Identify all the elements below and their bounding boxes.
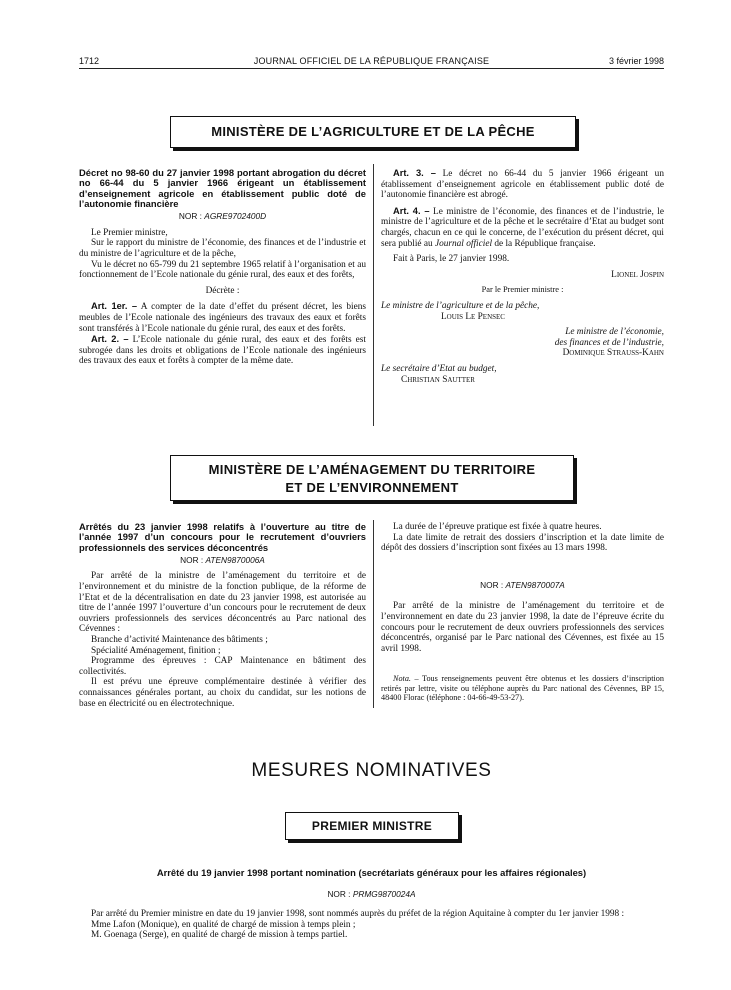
ministry-box-environment (170, 455, 574, 501)
ministry-title: PREMIER MINISTRE (311, 819, 433, 833)
arretes-title: Arrêtés du 23 janvier 1998 relatifs à l’ouverture au titre de l’année 1997 d’un concours pour le recrutement d’ouvriers professionnels des services déconcentrés (79, 521, 366, 553)
nor-code: ATEN9870007A (505, 579, 565, 590)
ministry-title-line2: ET DE L’ENVIRONNEMENT (285, 480, 459, 495)
nor-code: ATEN9870006A (205, 554, 265, 565)
journal-title: JOURNAL OFFICIEL DE LA RÉPUBLIQUE FRANÇAISE (253, 56, 490, 66)
journal-officiel-ref: Journal officiel (434, 238, 493, 249)
nota (381, 674, 664, 702)
paragraph: Le Premier ministre, (91, 227, 168, 238)
mesures-nominatives-heading: MESURES NOMINATIVES (251, 760, 492, 781)
nor-label: NOR : (480, 579, 504, 590)
signer-name-budget: Christian Sautter (401, 374, 475, 385)
paragraph: Par arrêté du Premier ministre en date du 19 janvier 1998, sont nommés auprès du préfet de la région Aquitaine à compter du 1er janvier 1998 : (91, 909, 625, 919)
article-2 (79, 334, 366, 367)
article-text: A compter de la date d’effet du présent décret, les biens meubles de l’Ecole nationale des ingénieurs des travaux des eaux et forêts sont transférés à l’Ecole nationale du génie rural, des eaux et des forêts. (79, 302, 366, 334)
arretes-left-column (79, 522, 366, 709)
signer-title-economy-1: Le ministre de l’économie, (565, 327, 664, 338)
paragraph: Spécialité Aménagement, finition ; (91, 645, 221, 656)
article-3 (381, 168, 664, 201)
nor-code: AGRE9702400D (204, 211, 267, 222)
arrete-title: Arrêté du 19 janvier 1998 portant nomination (secrétariats généraux pour les affaires régionales) (156, 867, 587, 878)
signer-name-economy: Dominique Strauss-Kahn (562, 348, 664, 359)
decree-left-column (79, 168, 366, 367)
ministry-box-agriculture (170, 116, 576, 148)
signer-title-agriculture: Le ministre de l’agriculture et de la pêche, (381, 300, 540, 311)
nor-label: NOR : (327, 889, 351, 899)
signer-title-budget: Le secrétaire d’Etat au budget, (381, 363, 497, 374)
paragraph: Mme Lafon (Monique), en qualité de chargé de mission à temps plein ; (91, 919, 356, 930)
page-number: 1712 (79, 56, 100, 66)
paragraph: Par arrêté de la ministre de l’aménagement du territoire et de l’environnement et du ministre de la fonction publique, de la réforme de l’Etat et de la décentralisation en date du 23 janvier 1998, est autorisée au titre de l’année 1997 l’ouverture d’un concours pour le recrutement de deux ouvriers professionnels des services déconcentrés au Parc national des Cévennes : (79, 571, 366, 635)
signer-name-agriculture: Louis Le Pensec (441, 311, 505, 322)
nor-label: NOR : (178, 211, 202, 222)
signer-prime-minister: Lionel Jospin (611, 269, 664, 280)
article-label: Art. 2. – (91, 334, 129, 345)
paragraph: M. Goenaga (Serge), en qualité de chargé de mission à temps partiel. (91, 930, 348, 941)
ministry-title-line1: MINISTÈRE DE L’AMÉNAGEMENT DU TERRITOIRE (208, 462, 536, 477)
article-4 (381, 206, 664, 249)
article-text: Le ministre de l’économie, des finances et de l’industrie, le ministre de l’agriculture et de la pêche et le secrétaire d’Etat au budget sont chargés, chacun en ce qui le concerne, de l’exécution du présent décret, qui sera publié au (381, 206, 664, 249)
paragraph: La date limite de retrait des dossiers d’inscription et la date limite de dépôt des dossiers d’inscription sont fixées au 13 mars 1998. (381, 532, 664, 554)
article-label: Art. 3. – (393, 168, 436, 178)
paragraph: Il est prévu une épreuve complémentaire destinée à vérifier des connaissances générales portant, au choix du candidat, sur les notions de base en électricité ou en électrotechnique. (79, 677, 366, 709)
par-prime-minister: Par le Premier ministre : (481, 285, 564, 295)
nor-label: NOR : (180, 554, 204, 565)
article-text: Le décret no 66-44 du 5 janvier 1966 érigeant un établissement d’enseignement agricole en établissement public doté de l’autonomie financière est abrogé. (381, 169, 664, 201)
paragraph: Branche d’activité Maintenance des bâtiments ; (91, 635, 268, 646)
paragraph: Vu le décret no 65-799 du 21 septembre 1965 relatif à l’organisation et au fonctionnement de l’Ecole nationale du génie rural, des eaux et des forêts, (79, 259, 366, 281)
decree-right-column (381, 168, 664, 385)
arretes-right-column (381, 522, 664, 703)
ministry-title: MINISTÈRE DE L’AGRICULTURE ET DE LA PÊCHE (211, 124, 535, 139)
decree-title: Décret no 98-60 du 27 janvier 1998 portant abrogation du décret no 66-44 du 5 janvier 1966 érigeant un établissement d’enseignement agricole en établissement public doté de l’autonomie financière (79, 167, 366, 209)
article-label: Art. 4. – (393, 205, 430, 216)
nota-text: Tous renseignements peuvent être obtenus et les dossiers d’inscription retirés par lettre, visite ou téléphone auprès du Parc national des Cévennes, BP 15, 48400 Florac (téléphone : 04-66-49-53-27). (381, 674, 664, 703)
signature-place-date: Fait à Paris, le 27 janvier 1998. (393, 254, 510, 265)
signer-title-economy-2: des finances et de l’industrie, (554, 337, 664, 348)
issue-date: 3 février 1998 (608, 56, 664, 66)
nor-reference (381, 580, 664, 591)
header-rule (79, 68, 664, 69)
article-text: de la République française. (494, 238, 596, 249)
column-divider (373, 164, 374, 426)
article-1 (79, 301, 366, 334)
paragraph: La durée de l’épreuve pratique est fixée à quatre heures. (393, 522, 602, 532)
nota-label: Nota. – (393, 674, 419, 684)
column-divider (373, 520, 374, 708)
paragraph: Par arrêté de la ministre de l’aménagement du territoire et de l’environnement en date du 23 janvier 1998, la date de l’épreuve écrite du concours pour le recrutement de deux ouvriers professionnels des services déconcentrés, organisé par le Parc national des Cévennes, est fixée au 15 avril 1998. (381, 601, 664, 654)
article-text: L’Ecole nationale du génie rural, des eaux et des forêts est subrogée dans les droits et obligations de l’Ecole nationale des ingénieurs des travaux des eaux et forêts à compter de la même date. (79, 335, 367, 367)
nor-reference (79, 889, 664, 899)
nor-code: PRMG9870024A (352, 889, 416, 899)
decrete-label: Décrète : (205, 285, 240, 296)
ministry-box-premier-ministre (285, 812, 459, 840)
nor-reference (79, 555, 366, 566)
arrete-body (79, 909, 664, 941)
nor-reference (79, 211, 366, 222)
article-label: Art. 1er. – (91, 301, 138, 312)
paragraph: Sur le rapport du ministre de l’économie, des finances et de l’industrie et du ministre de l’agriculture et de la pêche, (79, 238, 366, 259)
paragraph: Programme des épreuves : CAP Maintenance en bâtiment des collectivités. (79, 656, 366, 677)
